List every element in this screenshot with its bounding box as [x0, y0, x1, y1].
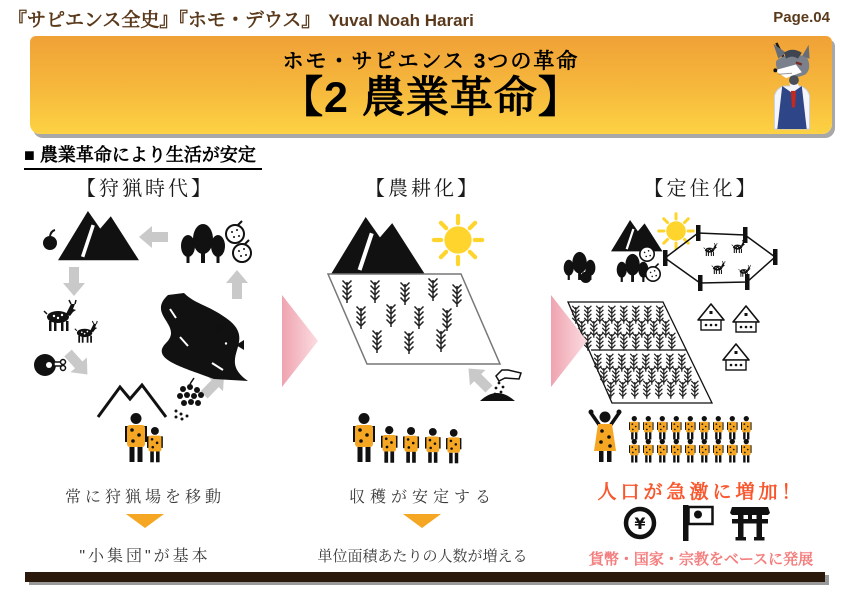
column-title-settlement: 【定住化】 — [643, 178, 759, 200]
flag-icon — [683, 505, 713, 541]
crowd-icon — [629, 416, 752, 463]
caption-settlement-top: 人口が急激に増加！ — [597, 482, 805, 503]
column-title-farming: 【農耕化】 — [365, 178, 480, 200]
cycle-arrow-icon — [226, 270, 248, 299]
yen-coin-icon — [626, 509, 654, 537]
down-triangle-icon — [403, 514, 441, 528]
civilization-icons — [615, 503, 785, 543]
berries-icon — [175, 378, 205, 421]
fruit-icon — [226, 221, 244, 243]
down-triangle-icon — [126, 514, 164, 528]
hunter-family-icon — [125, 413, 163, 462]
header — [8, 5, 474, 32]
river-icon — [161, 293, 248, 381]
banner-subtitle: ホモ・サピエンス 3つの革命 — [282, 50, 580, 73]
settlement-illustration — [563, 207, 838, 475]
mountain-icon — [58, 211, 139, 260]
section-heading: ■ 農業革命により生活が安定 — [24, 141, 262, 170]
caption-settlement-bottom: 貨幣・国家・宗教をベースに発展 — [588, 551, 814, 568]
house-icon — [733, 306, 759, 332]
fish-icon — [223, 340, 244, 350]
cycle-arrow-icon — [63, 267, 85, 296]
mountain-icon — [611, 220, 663, 251]
field-icon — [328, 274, 500, 364]
yen-symbol: ¥ — [634, 514, 646, 533]
forest-icon — [181, 224, 225, 263]
author-name: Yuval Noah Harari — [328, 11, 474, 30]
wolf-mascot-icon — [762, 41, 822, 131]
transition-arrow-icon — [280, 293, 320, 389]
fruit-icon — [646, 264, 660, 282]
title-banner — [30, 36, 832, 134]
farming-illustration — [303, 207, 548, 475]
house-icon — [698, 304, 724, 330]
cycle-arrow-icon — [139, 226, 168, 248]
transition-arrow-icon — [549, 293, 589, 389]
cheering-person-icon — [589, 410, 622, 463]
mountain-icon — [331, 217, 425, 274]
caption-hunting-bottom: "小集団"が基本 — [79, 548, 211, 565]
sun-icon — [659, 214, 694, 249]
page-number: Page.04 — [773, 9, 830, 26]
deer-icon — [75, 321, 97, 343]
caption-hunting-top: 常に狩猟場を移動 — [64, 489, 225, 506]
house-icon — [723, 344, 749, 370]
torii-icon — [730, 507, 770, 541]
caption-farming-top: 収穫が安定する — [348, 489, 496, 506]
caption-farming-bottom: 単位面積あたりの人数が増える — [317, 548, 528, 565]
footer-bar — [25, 572, 825, 582]
wheat-field-icon — [568, 302, 712, 403]
column-title-hunting: 【狩猟時代】 — [76, 178, 214, 200]
sowing-arrow-icon — [461, 361, 497, 397]
apple-icon — [43, 230, 57, 250]
hunting-cycle-illustration — [18, 207, 280, 475]
villagers-icon — [353, 413, 461, 463]
sun-icon — [434, 216, 482, 264]
book-titles: 『サピエンス全史』『ホモ・デウス』 — [8, 10, 321, 31]
deer-icon — [44, 300, 76, 331]
camp-mountain-outline-icon — [98, 385, 166, 417]
meat-icon — [34, 354, 66, 376]
banner-title: 【2 農業革命】 — [280, 74, 582, 122]
